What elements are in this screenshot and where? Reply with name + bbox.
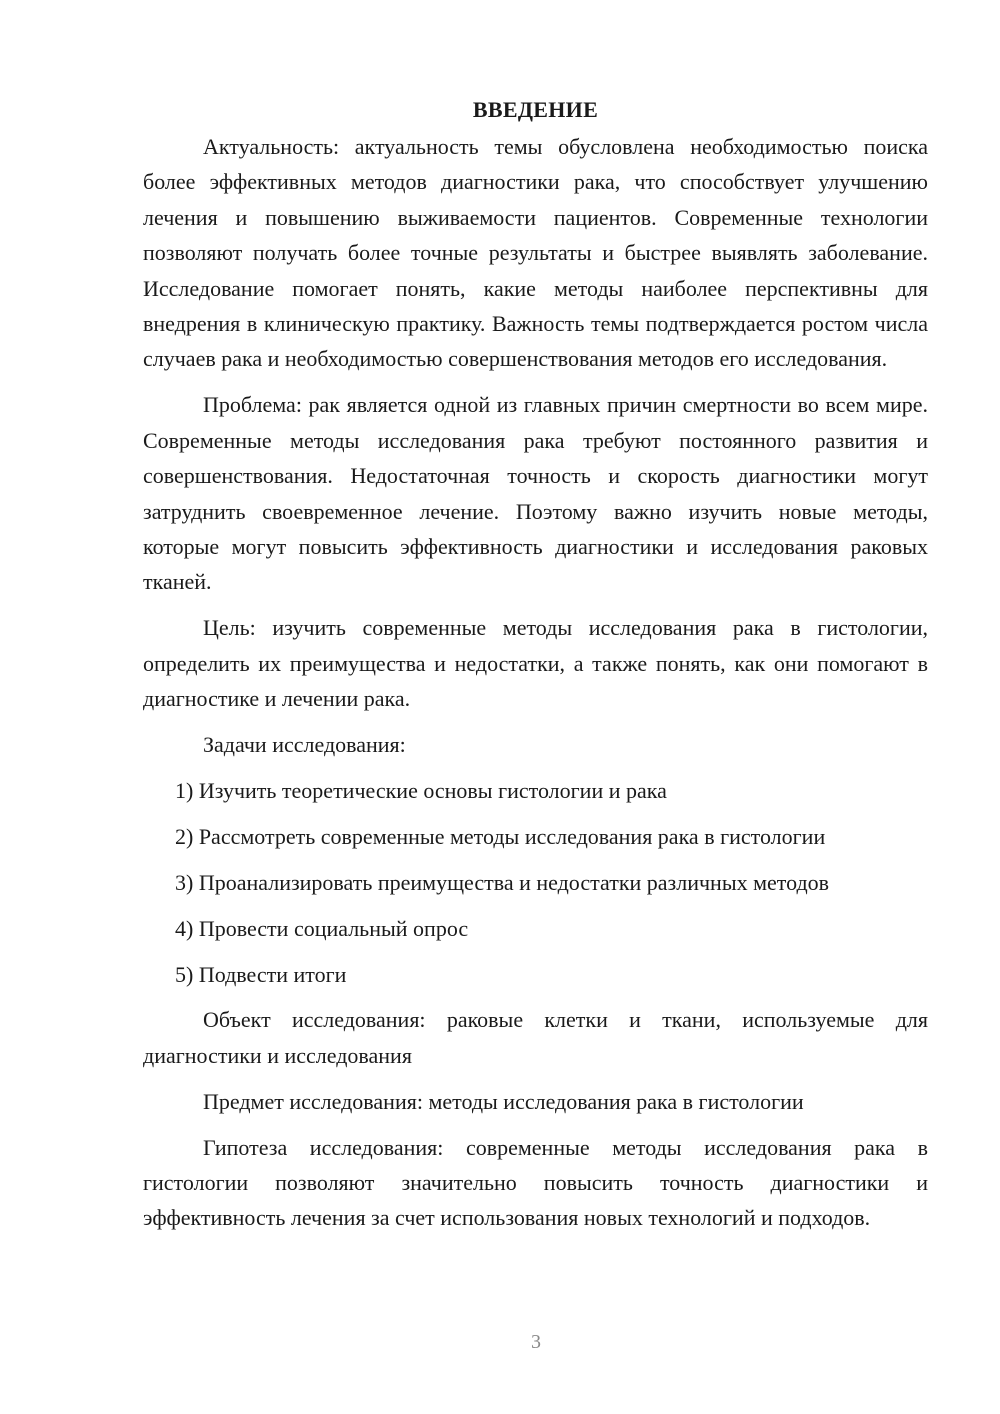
page-number: 3 bbox=[531, 1331, 541, 1353]
paragraph-goal: Цель: изучить современные методы исследования рака в гистологии, определить их преимущества и недостатки, а также понять, как они помогают в диагностике и лечении рака. bbox=[143, 615, 928, 712]
paragraph-hypothesis: Гипотеза исследования: современные методы исследования рака в гистологии позволяют значительно повысить точность диагностики и эффективность лечения за счет использования новых технологий и подходов. bbox=[143, 1134, 928, 1231]
list-item: 4) Провести социальный опрос bbox=[175, 915, 469, 941]
tasks-heading: Задачи исследования: bbox=[203, 732, 406, 757]
tasks-list bbox=[143, 773, 928, 992]
list-item: 5) Подвести итоги bbox=[175, 961, 347, 987]
paragraph-relevance: Актуальность: актуальность темы обусловлена необходимостью поиска более эффективных методов диагностики рака, что способствует улучшению лечения и повышению выживаемости пациентов. Современные технологии позволяют получать более точные результаты и быстрее выявлять заболевание. Исследование помогает понять, какие методы наиболее перспективны для внедрения в клиническую практику. Важность темы подтверждается ростом числа случаев рака и необходимостью совершенствования методов его исследования. bbox=[143, 134, 928, 372]
paragraph-subject: Предмет исследования: методы исследования рака в гистологии bbox=[203, 1088, 804, 1114]
document-page bbox=[143, 92, 928, 1246]
paragraph-problem: Проблема: рак является одной из главных причин смертности во всем мире. Современные методы исследования рака требуют постоянного развития и совершенствования. Недостаточная точность и скорость диагностики могут затруднить своевременное лечение. Поэтому важно изучить новые методы, которые могут повысить эффективность диагностики и исследования раковых тканей. bbox=[143, 392, 928, 595]
paragraph-object: Объект исследования: раковые клетки и ткани, используемые для диагностики и исследования bbox=[143, 1007, 928, 1068]
list-item: 3) Проанализировать преимущества и недостатки различных методов bbox=[175, 869, 830, 895]
list-item: 2) Рассмотреть современные методы исследования рака в гистологии bbox=[175, 823, 826, 849]
list-item: 1) Изучить теоретические основы гистологии и рака bbox=[175, 777, 667, 803]
page-title: ВВЕДЕНИЕ bbox=[472, 97, 599, 122]
